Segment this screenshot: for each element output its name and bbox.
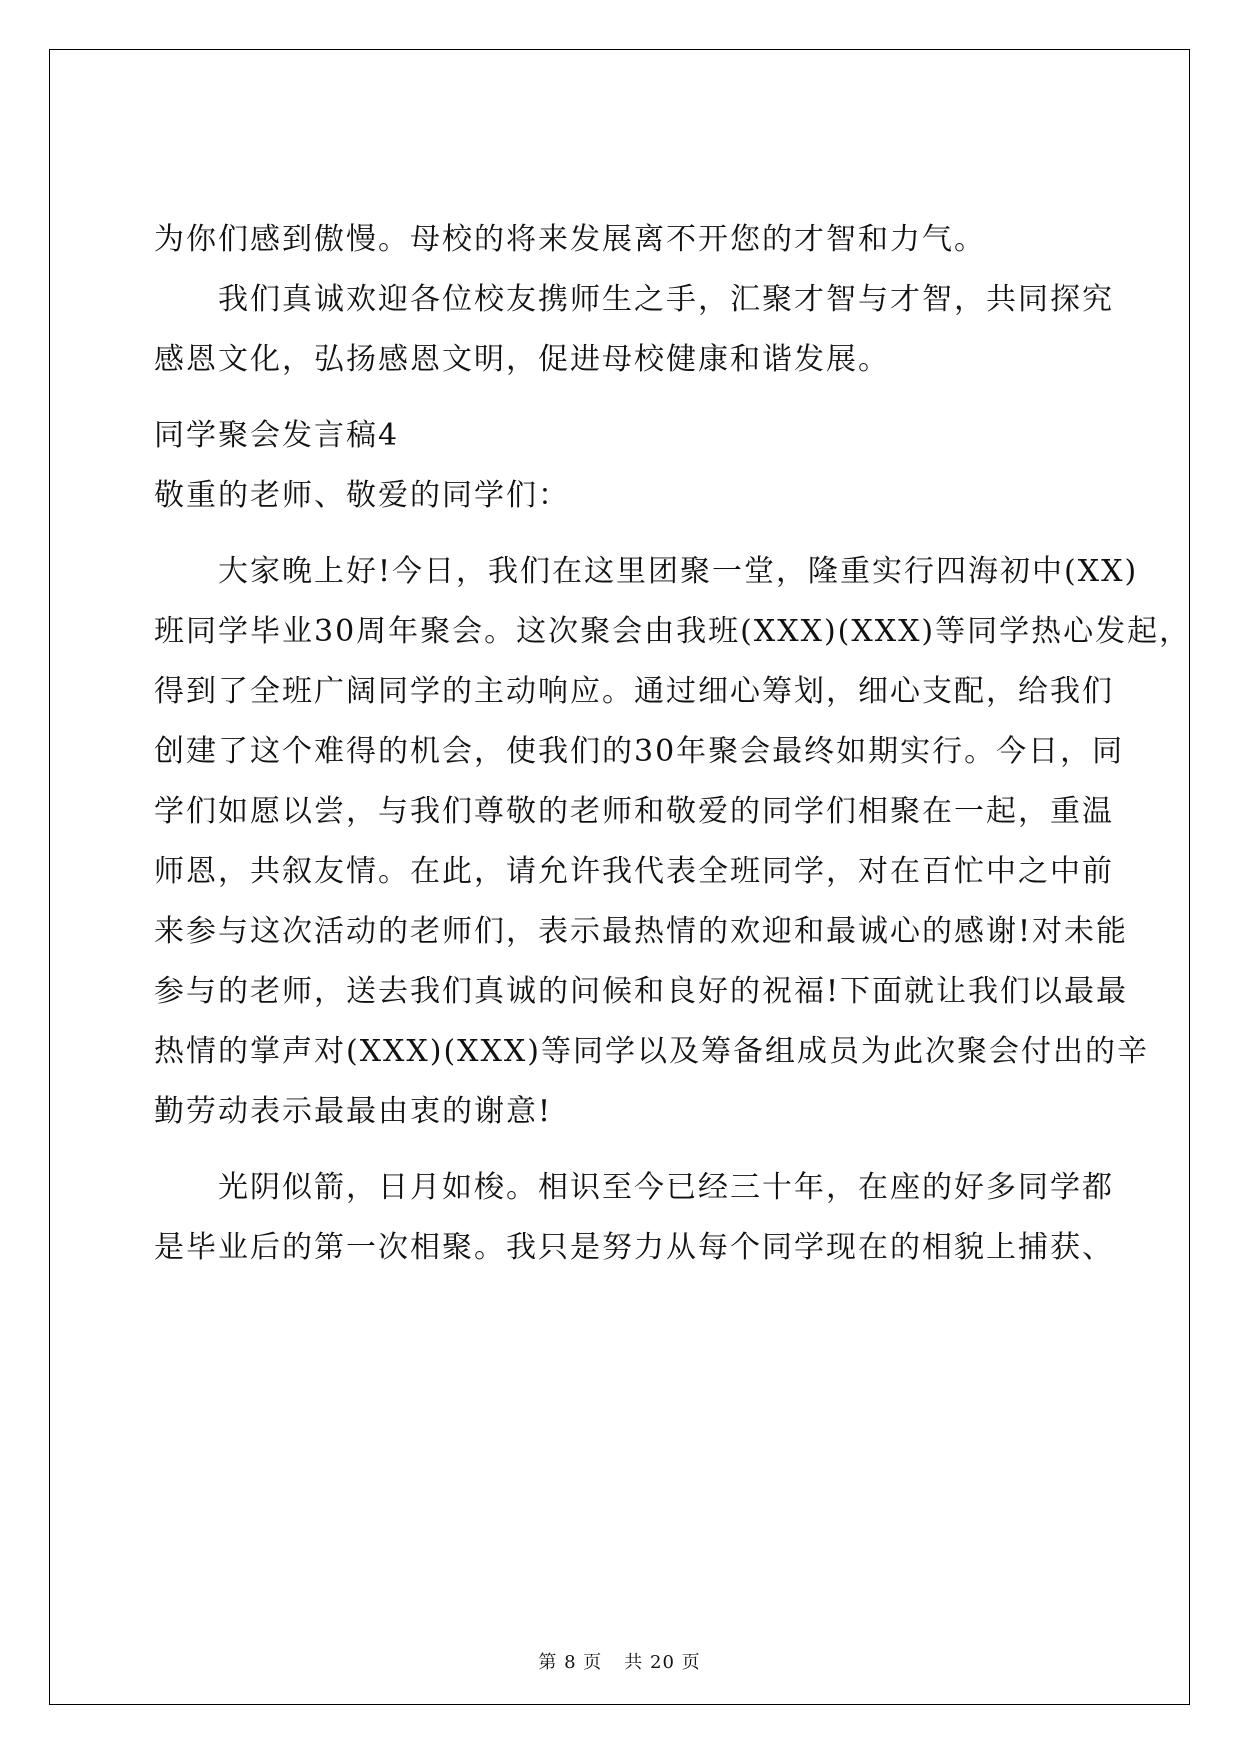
text-line: 为你们感到傲慢。母校的将来发展离不开您的才智和力气。 — [154, 222, 986, 257]
text-line: 创建了这个难得的机会，使我们的30年聚会最终如期实行。今日，同 — [154, 734, 1125, 769]
salutation-line: 敬重的老师、敬爱的同学们： — [154, 478, 570, 513]
text-line: 来参与这次活动的老师们，表示最热情的欢迎和最诚心的感谢!对未能 — [154, 914, 1129, 949]
text-line: 参与的老师，送去我们真诚的问候和良好的祝福!下面就让我们以最最 — [154, 974, 1129, 1009]
document-body — [154, 210, 1192, 1278]
text-line: 得到了全班广阔同学的主动响应。通过细心筹划，细心支配，给我们 — [154, 674, 1114, 709]
current-page-label: 第 8 页 — [538, 1652, 603, 1673]
paragraph-first-line: 大家晚上好!今日，我们在这里团聚一堂，隆重实行四海初中(XX) — [218, 554, 1139, 589]
text-line: 热情的掌声对(XXX)(XXX)等同学以及筹备组成员为此次聚会付出的辛 — [154, 1034, 1149, 1069]
paragraph-first-line: 我们真诚欢迎各位校友携师生之手，汇聚才智与才智，共同探究 — [218, 282, 1114, 317]
text-line: 勤劳动表示最最由衷的谢意! — [154, 1094, 553, 1129]
text-line: 师恩，共叙友情。在此，请允许我代表全班同学，对在百忙中之中前 — [154, 854, 1114, 889]
text-line: 感恩文化，弘扬感恩文明，促进母校健康和谐发展。 — [154, 342, 890, 377]
text-line: 学们如愿以尝，与我们尊敬的老师和敬爱的同学们相聚在一起，重温 — [154, 794, 1114, 829]
document-page — [49, 49, 1190, 1705]
total-pages-label: 共 20 页 — [624, 1652, 701, 1673]
paragraph-first-line: 光阴似箭，日月如梭。相识至今已经三十年，在座的好多同学都 — [218, 1170, 1114, 1205]
page-footer — [50, 1648, 1189, 1674]
section-heading: 同学聚会发言稿4 — [154, 418, 400, 453]
text-line: 班同学毕业30周年聚会。这次聚会由我班(XXX)(XXX)等同学热心发起， — [154, 614, 1192, 649]
text-line: 是毕业后的第一次相聚。我只是努力从每个同学现在的相貌上捕获、 — [154, 1230, 1114, 1265]
